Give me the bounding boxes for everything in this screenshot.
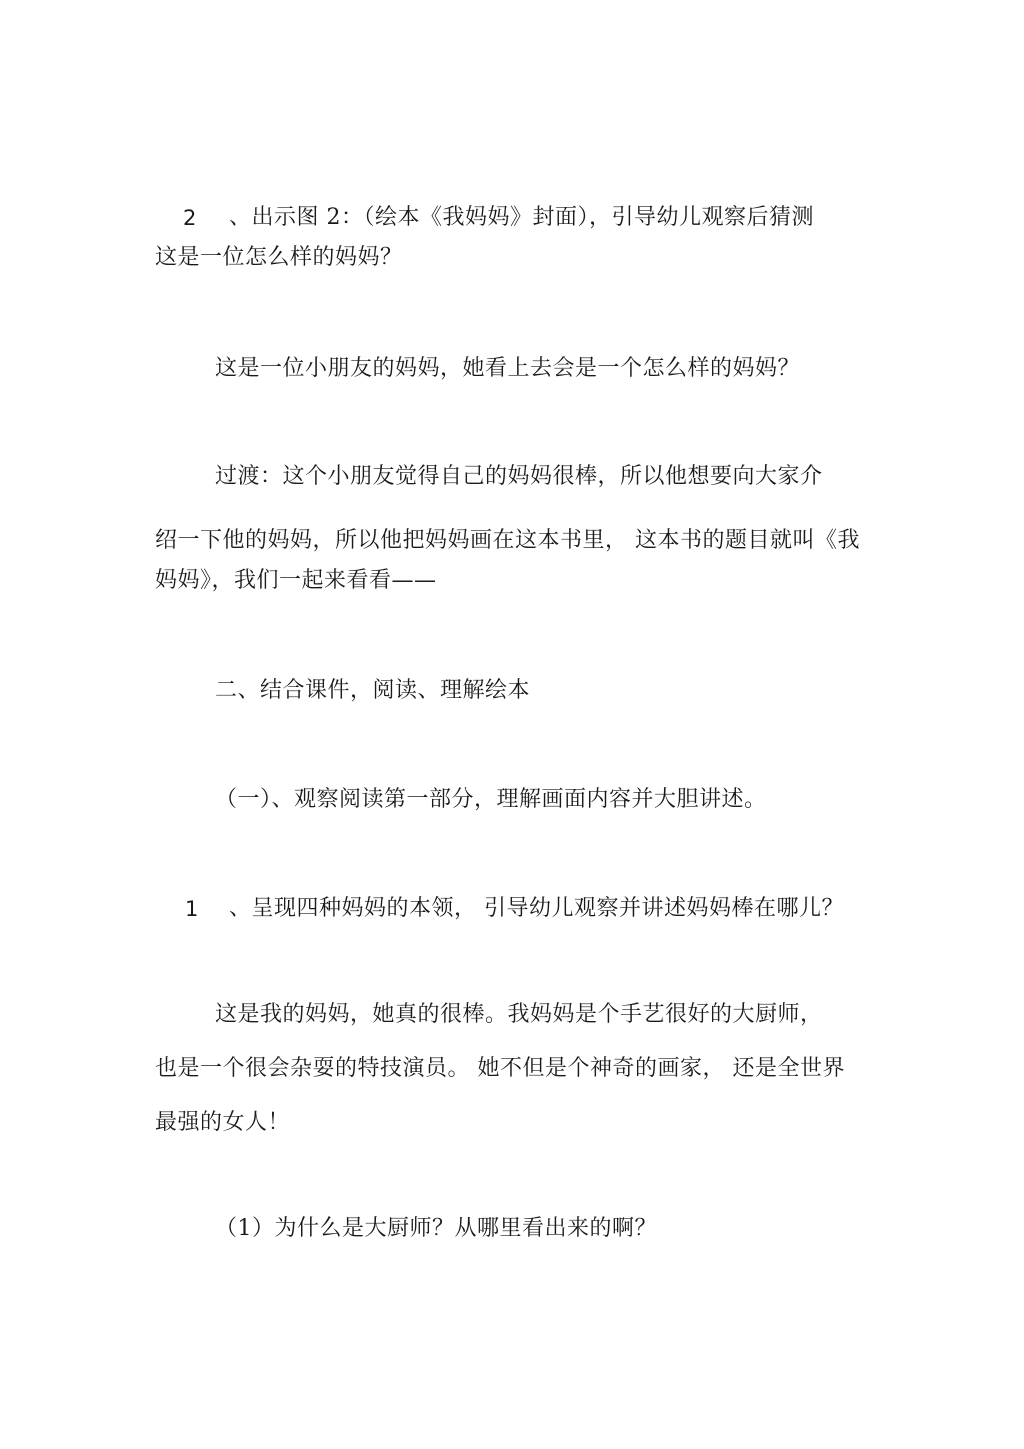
paragraph-text: 妈妈》，我们一起来看看——	[155, 568, 437, 593]
paragraph-line	[183, 203, 197, 234]
paragraph-text: （1）为什么是大厨师？从哪里看出来的啊？	[215, 1216, 657, 1241]
list-number: 1	[185, 897, 199, 921]
list-number: 2	[183, 206, 197, 230]
paragraph-line	[215, 1000, 823, 1030]
heading-text: （一）、观察阅读第一部分，理解画面内容并大胆讲述。	[215, 787, 767, 812]
paragraph-line	[155, 566, 437, 596]
paragraph-line	[185, 894, 199, 925]
paragraph-line	[155, 243, 403, 273]
paragraph-text: 也是一个很会杂耍的特技演员。 她不但是个神奇的画家， 还是全世界	[155, 1056, 845, 1081]
paragraph-line	[215, 354, 800, 384]
paragraph-text: 、呈现四种妈妈的本领， 引导幼儿观察并讲述妈妈棒在哪儿？	[229, 896, 844, 921]
paragraph-line	[215, 462, 823, 492]
paragraph-text: 、出示图 2：（绘本《我妈妈》封面），引导幼儿观察后猜测	[229, 205, 814, 230]
heading-text: 二、结合课件，阅读、理解绘本	[215, 678, 531, 703]
paragraph-line	[155, 526, 860, 556]
paragraph-line	[229, 894, 844, 924]
subsection-heading	[215, 785, 767, 815]
paragraph-text: 绍一下他的妈妈，所以他把妈妈画在这本书里， 这本书的题目就叫《我	[155, 528, 860, 553]
paragraph-text: 这是一位怎么样的妈妈？	[155, 245, 403, 270]
paragraph-line	[155, 1054, 845, 1084]
paragraph-text: 最强的女人！	[155, 1110, 291, 1135]
paragraph-text: 这是我的妈妈，她真的很棒。我妈妈是个手艺很好的大厨师，	[215, 1002, 823, 1027]
paragraph-line	[155, 1108, 290, 1138]
section-heading	[215, 676, 530, 706]
paragraph-text: 过渡：这个小朋友觉得自己的妈妈很棒，所以他想要向大家介	[215, 464, 823, 489]
paragraph-text: 这是一位小朋友的妈妈，她看上去会是一个怎么样的妈妈？	[215, 356, 801, 381]
paragraph-line	[229, 203, 814, 233]
paragraph-line	[215, 1214, 657, 1244]
